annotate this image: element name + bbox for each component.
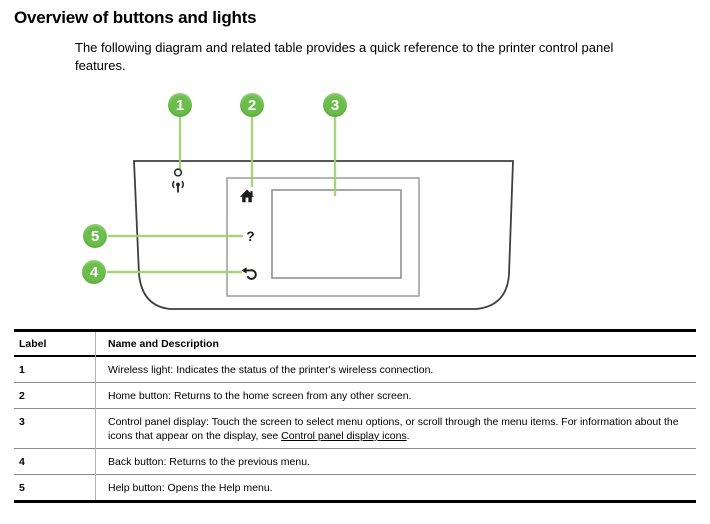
callout-2: 2	[240, 93, 264, 117]
wireless-light-icon	[173, 169, 183, 192]
table-header-name: Name and Description	[108, 338, 219, 350]
table-header-row	[14, 332, 696, 357]
display-icons-link[interactable]: Control panel display icons	[281, 430, 407, 442]
table-header-label: Label	[19, 338, 47, 350]
row-desc: Home button: Returns to the home screen from any other screen.	[108, 390, 412, 402]
callout-3: 3	[323, 93, 347, 117]
display-rect	[272, 190, 401, 278]
help-icon: ?	[246, 229, 255, 244]
reference-table	[14, 329, 696, 503]
table-row	[14, 383, 696, 409]
row-label: 1	[19, 364, 25, 376]
callout-4: 4	[82, 260, 106, 284]
row-desc-period: .	[406, 430, 410, 442]
table-row	[14, 357, 696, 383]
row-desc	[95, 409, 696, 448]
callout-5: 5	[83, 224, 107, 248]
row-label: 5	[19, 482, 25, 494]
intro-line-1: The following diagram and related table provides a quick reference to the printer control panel	[75, 40, 614, 55]
callout-1: 1	[168, 93, 192, 117]
row-desc-text: Control panel display: Touch the screen to select menu options, or scroll through the menu items. For information about the icons that appear on the display, see	[108, 416, 679, 442]
table-column-divider	[95, 332, 96, 500]
row-label: 3	[19, 416, 25, 428]
intro-line-2: features.	[75, 57, 126, 73]
row-desc: Back button: Returns to the previous menu.	[108, 456, 310, 468]
row-desc: Help button: Opens the Help menu.	[108, 482, 273, 494]
table-row	[14, 475, 696, 500]
table-row	[14, 449, 696, 475]
row-label: 4	[19, 456, 25, 468]
row-desc: Wireless light: Indicates the status of the printer's wireless connection.	[108, 364, 434, 376]
row-label: 2	[19, 390, 25, 402]
table-row	[14, 409, 696, 449]
page-title: Overview of buttons and lights	[14, 8, 257, 27]
